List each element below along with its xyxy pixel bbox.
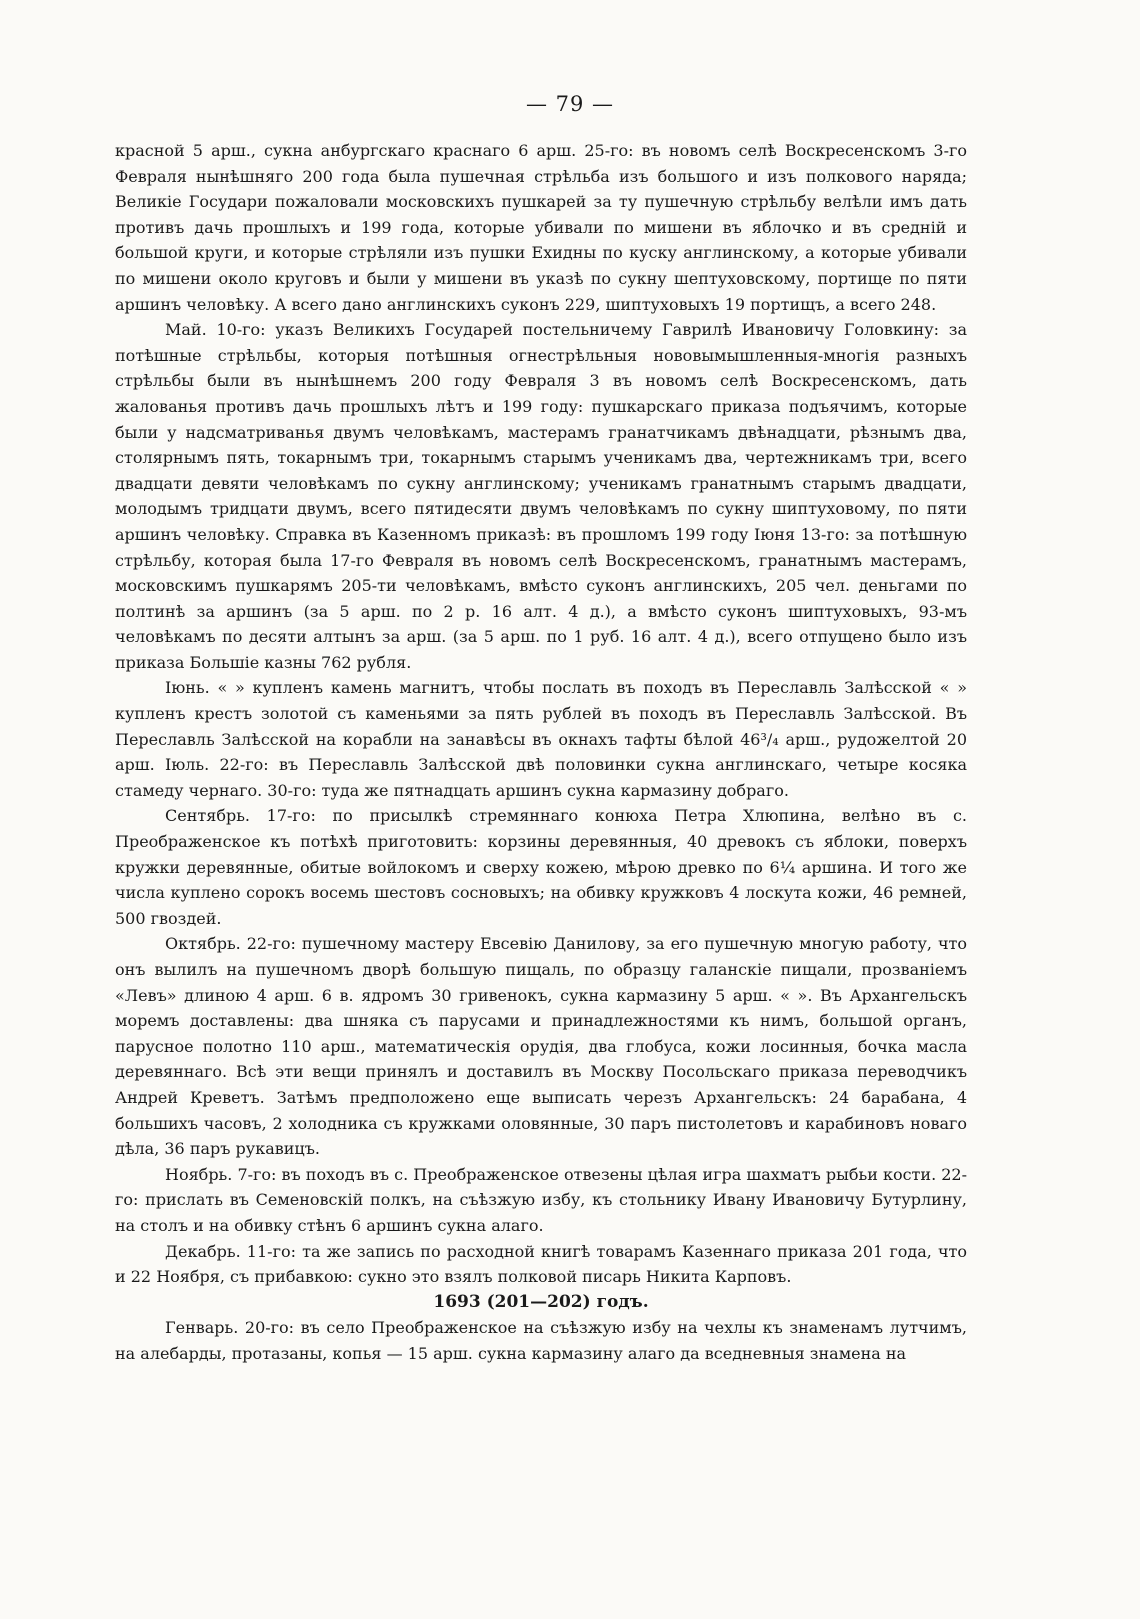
paragraph: Ноябрь. 7-го: въ походъ въ с. Преображенское отвезены цѣлая игра шахматъ рыбьи кости. 22-го: прислать въ Семеновскій полкъ, на съѣзжую избу, къ стольнику Ивану Ивановичу Бутурлину, на столъ и на обивку стѣнъ 6 аршинъ сукна алаго.: [115, 1164, 968, 1235]
section-heading: 1693 (201—202) годъ.: [433, 1291, 649, 1312]
paragraph: Май. 10-го: указъ Великихъ Государей постельничему Гаврилѣ Ивановичу Головкину: за потѣшные стрѣльбы, которыя потѣшныя огнестрѣльныя нововымышленныя-многія разныхъ стрѣльбы были въ нынѣшнемъ 200 году Февраля 3 въ новомъ селѣ Воскресенскомъ, дать жалованья противъ дачь прошлыхъ лѣтъ и 199 году: пушкарскаго приказа подъячимъ, которые были у надсматриванья двумъ человѣкамъ, мастерамъ гранатчикамъ двѣнадцати, рѣзнымъ два, столярнымъ пять, токарнымъ три, токарнымъ старымъ ученикамъ два, чертежникамъ три, всего двадцати девяти человѣкамъ по сукну англинскому; ученикамъ гранатнымъ старымъ двадцати, молодымъ тридцати двумъ, всего пятидесяти двумъ человѣкамъ по сукну шиптуховому, по пяти аршинъ человѣку. Справка въ Казенномъ приказѣ: въ прошломъ 199 году Іюня 13-го: за потѣшную стрѣльбу, которая была 17-го Февраля въ новомъ селѣ Воскресенскомъ, гранатнымъ мастерамъ, московскимъ пушкарямъ 205-ти человѣкамъ, вмѣсто суконъ англинскихъ, 205 чел. деньгами по полтинѣ за аршинъ (за 5 арш. по 2 р. 16 алт. 4 д.), а вмѣсто суконъ шиптуховыхъ, 93-мъ человѣкамъ по десяти алтынъ за арш. (за 5 арш. по 1 руб. 16 алт. 4 д.), всего отпущено было изъ приказа Большіе казны 762 рубля.: [115, 320, 967, 672]
paragraph: Сентябрь. 17-го: по присылкѣ стремяннаго конюха Петра Хлюпина, велѣно въ с. Преображенское къ потѣхѣ приготовить: корзины деревянныя, 40 древокъ съ яблоки, поверхъ кружки деревянные, обитые войлокомъ и сверху кожею, мѣрою древко по 6¼ аршина. И того же числа куплено сорокъ восемь шестовъ сосновыхъ; на обивку кружковъ 4 лоскута кожи, 46 ремней, 500 гвоздей.: [115, 806, 967, 928]
paragraph: Іюнь. « » купленъ камень магнитъ, чтобы послать въ походъ въ Переславль Залѣсской « » купленъ крестъ золотой съ каменьями за пять рублей въ походъ въ Переславль Залѣсской. Въ Переславль Залѣсской на корабли на занавѣсы въ окнахъ тафты бѣлой 46³/₄ арш., рудожелтой 20 арш. Іюль. 22-го: въ Переславль Залѣсской двѣ половинки сукна англинскаго, четыре косяка стамеду чернаго. 30-го: туда же пятнадцать аршинъ сукна кармазину добраго.: [115, 678, 967, 800]
paragraph: Генварь. 20-го: въ село Преображенское на съѣзжую избу на чехлы къ знаменамъ лутчимъ, на алебарды, протазаны, копья — 15 арш. сукна кармазину алаго да вседневныя знамена на: [115, 1318, 967, 1363]
paragraph: Декабрь. 11-го: та же запись по расходной книгѣ товарамъ Казеннаго приказа 201 года, что и 22 Ноября, съ прибавкою: сукно это взялъ полковой писарь Никита Карповъ.: [115, 1241, 967, 1287]
paragraph: Октябрь. 22-го: пушечному мастеру Евсевію Данилову, за его пушечную многую работу, что онъ вылилъ на пушечномъ дворѣ большую пищаль, по образцу галанскіе пищали, прозваніемъ «Левъ» длиною 4 арш. 6 в. ядромъ 30 гривенокъ, сукна кармазину 5 арш. « ». Въ Архангельскъ моремъ доставлены: два шняка съ парусами и принадлежностями къ нимъ, большой органъ, парусное полотно 110 арш., математическія орудія, два глобуса, кожи лосинныя, бочка масла деревяннаго. Всѣ эти вещи принялъ и доставилъ въ Москву Посольскаго приказа переводчикъ Андрей Креветъ. Затѣмъ предположено еще выписать черезъ Архангельскъ: 24 барабана, 4 большихъ часовъ, 2 холодника съ кружками оловянные, 30 паръ пистолетовъ и карабиновъ новаго дѣла, 36 паръ рукавицъ.: [115, 934, 967, 1159]
page-number: — 79 —: [525, 92, 615, 116]
page-body: [115, 138, 967, 1367]
paragraph: красной 5 арш., сукна анбургскаго краснаго 6 арш. 25-го: въ новомъ селѣ Воскресенскомъ 3-го Февраля нынѣшняго 200 года была пушечная стрѣльба изъ большого и изъ полкового наряда; Великіе Государи пожаловали московскихъ пушкарей за ту пушечную стрѣльбу велѣли имъ дать противъ дачь прошлыхъ и 199 года, которые убивали по мишени въ яблочко и въ средній и большой круги, и которые стрѣляли изъ пушки Ехидны по куску англинскому, а которые убивали по мишени около круговъ и были у мишени въ указѣ по сукну шептуховскому, портище по пяти аршинъ человѣку. А всего дано англинскихъ суконъ 229, шиптуховыхъ 19 портищъ, а всего 248.: [115, 141, 967, 314]
